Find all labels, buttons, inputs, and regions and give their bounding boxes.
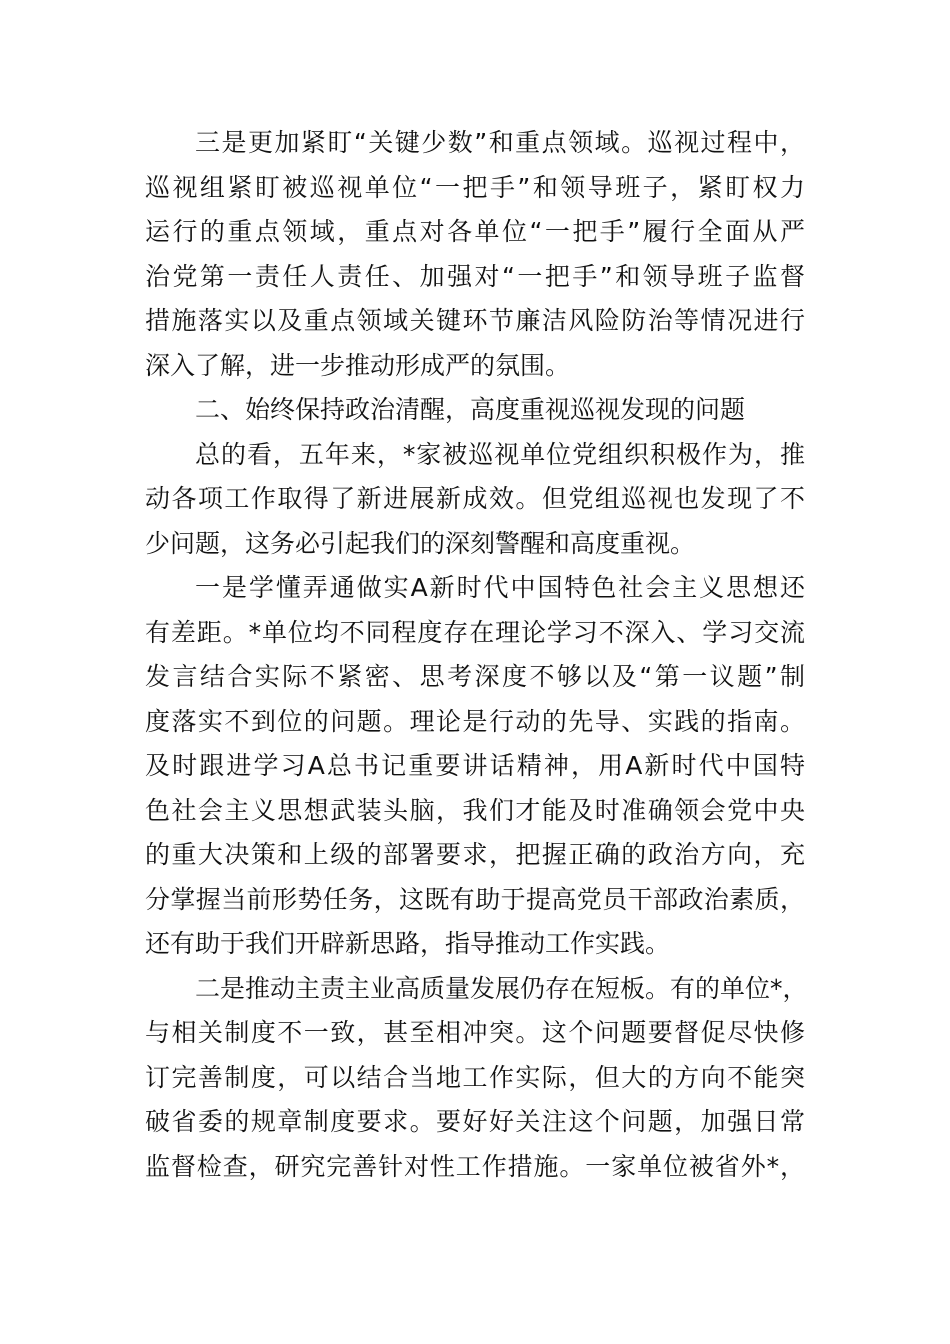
text-line: 破省委的规章制度要求。要好好关注这个问题，加强日常 <box>145 1107 805 1136</box>
text-line: 运行的重点领域，重点对各单位“一把手”履行全面从严 <box>145 217 805 246</box>
text-line: 少问题，这务必引起我们的深刻警醒和高度重视。 <box>145 528 696 558</box>
text-line: 发言结合实际不紧密、思考深度不够以及“第一议题”制 <box>145 662 805 691</box>
text-line: 三是更加紧盯“关键少数”和重点领域。巡视过程中， <box>195 128 805 157</box>
text-line: 治党第一责任人责任、加强对“一把手”和领导班子监督 <box>145 261 805 291</box>
text-line: 色社会主义思想武装头脑，我们才能及时准确领会党中央 <box>145 795 805 825</box>
text-line: 二是推动主责主业高质量发展仍存在短板。有的单位*， <box>195 973 808 1003</box>
text-line: 的重大决策和上级的部署要求，把握正确的政治方向，充 <box>145 840 805 869</box>
text-line: 有差距。*单位均不同程度存在理论学习不深入、学习交流 <box>145 617 805 647</box>
text-line: 与相关制度不一致，甚至相冲突。这个问题要督促尽快修 <box>145 1018 805 1047</box>
text-line: 动各项工作取得了新进展新成效。但党组巡视也发现了不 <box>145 484 805 513</box>
document-body <box>145 121 808 1189</box>
text-line: 度落实不到位的问题。理论是行动的先导、实践的指南。 <box>145 706 805 736</box>
text-line: 措施落实以及重点领域关键环节廉洁风险防治等情况进行 <box>145 306 805 335</box>
text-line: 深入了解，进一步推动形成严的氛围。 <box>145 350 571 380</box>
text-line: 二、始终保持政治清醒，高度重视巡视发现的问题 <box>195 395 746 424</box>
text-line: 分掌握当前形势任务，这既有助于提高党员干部政治素质， <box>145 884 805 914</box>
text-line: 还有助于我们开辟新思路，指导推动工作实践。 <box>145 929 671 958</box>
text-line: 一是学懂弄通做实A新时代中国特色社会主义思想还 <box>195 573 805 602</box>
text-line: 总的看，五年来，*家被巡视单位党组织积极作为，推 <box>195 439 805 469</box>
text-line: 及时跟进学习A总书记重要讲话精神，用A新时代中国特 <box>145 751 805 780</box>
text-line: 巡视组紧盯被巡视单位“一把手”和领导班子，紧盯权力 <box>145 172 805 202</box>
text-line: 订完善制度，可以结合当地工作实际，但大的方向不能突 <box>145 1062 805 1092</box>
text-line: 监督检查，研究完善针对性工作措施。一家单位被省外*， <box>145 1151 805 1181</box>
